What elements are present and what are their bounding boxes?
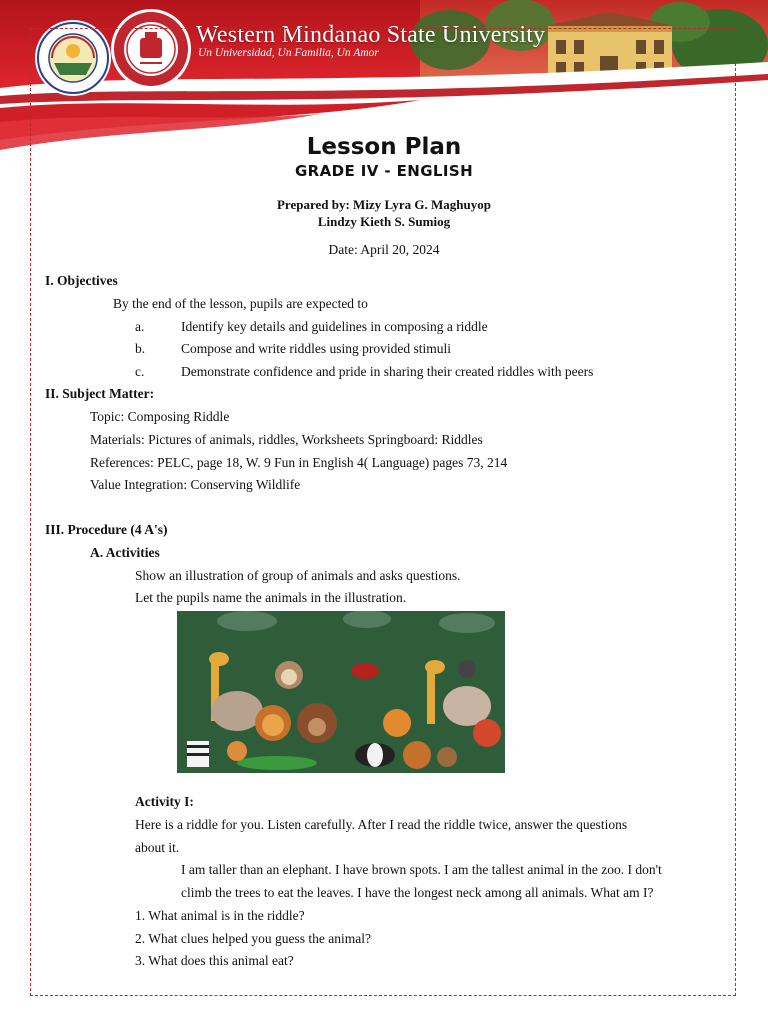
- document-subtitle: GRADE IV - ENGLISH: [294, 162, 474, 180]
- university-motto: Un Universidad, Un Familia, Un Amor: [198, 47, 379, 59]
- riddle-text: climb the trees to eat the leaves. I have the longest neck among all animals. What am I?: [181, 885, 654, 900]
- activity1-intro: about it.: [135, 840, 180, 855]
- riddle-text: I am taller than an elephant. I have brown spots. I am the tallest animal in the zoo. I don't: [181, 862, 662, 877]
- subject-references: References: PELC, page 18, W. 9 Fun in English 4( Language) pages 73, 214: [90, 455, 508, 470]
- activities-line: Let the pupils name the animals in the illustration.: [135, 590, 407, 605]
- activity1-heading: Activity I:: [135, 794, 194, 809]
- objectives-heading: I. Objectives: [45, 273, 118, 288]
- prepared-by-line2: Lindzy Kieth S. Sumiog: [317, 214, 451, 229]
- subject-matter-heading: II. Subject Matter:: [45, 386, 155, 401]
- subject-materials: Materials: Pictures of animals, riddles, Worksheets Springboard: Riddles: [90, 432, 483, 447]
- objectives-intro: By the end of the lesson, pupils are expected to: [113, 296, 368, 311]
- objective-marker: c.: [135, 364, 145, 379]
- objective-item: Identify key details and guidelines in composing a riddle: [181, 319, 488, 334]
- riddle-question: 2. What clues helped you guess the animal?: [135, 931, 371, 946]
- objective-marker: a.: [135, 319, 145, 334]
- university-name: Western Mindanao State University: [196, 22, 546, 48]
- prepared-by-line1: Prepared by: Mizy Lyra G. Maghuyop: [276, 197, 492, 212]
- objective-marker: b.: [135, 341, 146, 356]
- activities-heading: A. Activities: [90, 545, 160, 560]
- document-title: Lesson Plan: [306, 134, 462, 160]
- riddle-question: 3. What does this animal eat?: [135, 953, 294, 968]
- animals-illustration: [177, 611, 505, 773]
- riddle-question: 1. What animal is in the riddle?: [135, 908, 305, 923]
- lesson-date: Date: April 20, 2024: [328, 242, 440, 257]
- procedure-heading: III. Procedure (4 A's): [45, 522, 168, 537]
- subject-value-integration: Value Integration: Conserving Wildlife: [90, 477, 301, 492]
- activity1-intro: Here is a riddle for you. Listen carefully. After I read the riddle twice, answer the questions: [135, 817, 628, 832]
- objective-item: Demonstrate confidence and pride in sharing their created riddles with peers: [181, 364, 594, 379]
- objective-item: Compose and write riddles using provided stimuli: [181, 341, 451, 356]
- activities-line: Show an illustration of group of animals and asks questions.: [135, 568, 461, 583]
- subject-topic: Topic: Composing Riddle: [90, 409, 230, 424]
